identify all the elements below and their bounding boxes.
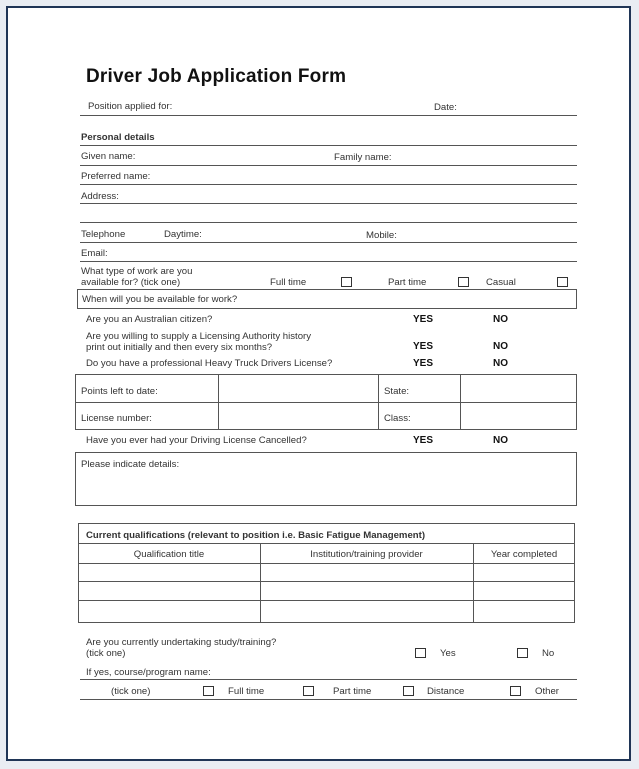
date-label: Date: <box>434 102 457 113</box>
license-table-row-divider <box>75 402 577 403</box>
study-other-checkbox[interactable] <box>510 686 521 696</box>
part-time-label: Part time <box>388 277 427 288</box>
study-part-time-checkbox[interactable] <box>303 686 314 696</box>
licensing-yes[interactable]: YES <box>413 341 434 352</box>
preferred-name-line[interactable] <box>80 184 577 185</box>
study-distance-label: Distance <box>427 686 465 697</box>
casual-checkbox[interactable] <box>557 277 568 287</box>
state-field[interactable] <box>462 376 575 401</box>
address-line-1[interactable] <box>80 203 577 204</box>
study-full-time-label: Full time <box>228 686 265 697</box>
given-name-label: Given name: <box>81 151 136 162</box>
class-field[interactable] <box>462 404 575 429</box>
license-cancelled-yes[interactable]: YES <box>413 435 434 446</box>
qualification-row-2[interactable] <box>79 582 574 599</box>
casual-label: Casual <box>486 277 516 288</box>
study-mode-line <box>80 699 577 700</box>
license-table-col-divider-3 <box>460 374 461 430</box>
course-name-line[interactable] <box>80 679 577 680</box>
license-number-label: License number: <box>81 413 152 424</box>
email-label: Email: <box>81 248 108 259</box>
work-type-question-line1: What type of work are you <box>81 266 193 277</box>
study-mode-tick-one: (tick one) <box>111 686 151 697</box>
study-full-time-checkbox[interactable] <box>203 686 214 696</box>
name-line[interactable] <box>80 165 577 166</box>
study-question-line1: Are you currently undertaking study/training? <box>86 637 277 648</box>
license-table-col-divider-2 <box>378 374 379 430</box>
heavy-truck-no[interactable]: NO <box>493 358 508 369</box>
points-left-label: Points left to date: <box>81 386 158 397</box>
work-type-question-line2: available for? (tick one) <box>81 277 181 288</box>
qualification-row-3[interactable] <box>79 601 574 622</box>
year-completed-header: Year completed <box>490 549 558 560</box>
licensing-question-line2: print out initially and then every six months? <box>86 342 273 353</box>
details-label: Please indicate details: <box>81 459 180 470</box>
course-name-label: If yes, course/program name: <box>86 667 211 678</box>
personal-details-heading: Personal details <box>81 132 155 143</box>
citizen-question: Are you an Australian citizen? <box>86 314 213 325</box>
qualifications-heading-rule <box>78 543 575 544</box>
full-time-label: Full time <box>270 277 307 288</box>
study-no-label: No <box>542 648 555 659</box>
citizen-no[interactable]: NO <box>493 314 508 325</box>
personal-heading-rule <box>80 145 577 146</box>
daytime-label: Daytime: <box>164 229 202 240</box>
study-part-time-label: Part time <box>333 686 372 697</box>
email-line[interactable] <box>80 261 577 262</box>
study-question-line2: (tick one) <box>86 648 126 659</box>
licensing-no[interactable]: NO <box>493 341 508 352</box>
qualification-title-header: Qualification title <box>133 549 205 560</box>
address-line-2[interactable] <box>80 222 577 223</box>
citizen-yes[interactable]: YES <box>413 314 434 325</box>
telephone-label: Telephone <box>81 229 126 240</box>
mobile-label: Mobile: <box>366 230 397 241</box>
study-yes-checkbox[interactable] <box>415 648 426 658</box>
license-cancelled-question: Have you ever had your Driving License Cancelled? <box>86 435 307 446</box>
qualification-row-1[interactable] <box>79 564 574 580</box>
form-title: Driver Job Application Form <box>86 66 347 87</box>
position-applied-label: Position applied for: <box>88 101 173 112</box>
institution-provider-header: Institution/training provider <box>310 549 423 560</box>
heavy-truck-yes[interactable]: YES <box>413 358 434 369</box>
licensing-question-line1: Are you willing to supply a Licensing Authority history <box>86 331 312 342</box>
license-number-field[interactable] <box>220 404 376 429</box>
availability-question: When will you be available for work? <box>82 294 238 305</box>
preferred-name-label: Preferred name: <box>81 171 151 182</box>
study-yes-label: Yes <box>440 648 456 659</box>
state-label: State: <box>384 386 410 397</box>
full-time-checkbox[interactable] <box>341 277 352 287</box>
study-distance-checkbox[interactable] <box>403 686 414 696</box>
telephone-line[interactable] <box>80 242 577 243</box>
family-name-label: Family name: <box>334 152 392 163</box>
qualifications-heading: Current qualifications (relevant to position i.e. Basic Fatigue Management) <box>86 530 426 541</box>
class-label: Class: <box>384 413 411 424</box>
license-cancelled-no[interactable]: NO <box>493 435 508 446</box>
part-time-checkbox[interactable] <box>458 277 469 287</box>
license-table-col-divider-1 <box>218 374 219 430</box>
points-left-field[interactable] <box>220 376 376 401</box>
address-label: Address: <box>81 191 119 202</box>
heavy-truck-question: Do you have a professional Heavy Truck Drivers License? <box>86 358 333 369</box>
study-no-checkbox[interactable] <box>517 648 528 658</box>
study-other-label: Other <box>535 686 559 697</box>
position-date-line[interactable] <box>80 115 577 116</box>
